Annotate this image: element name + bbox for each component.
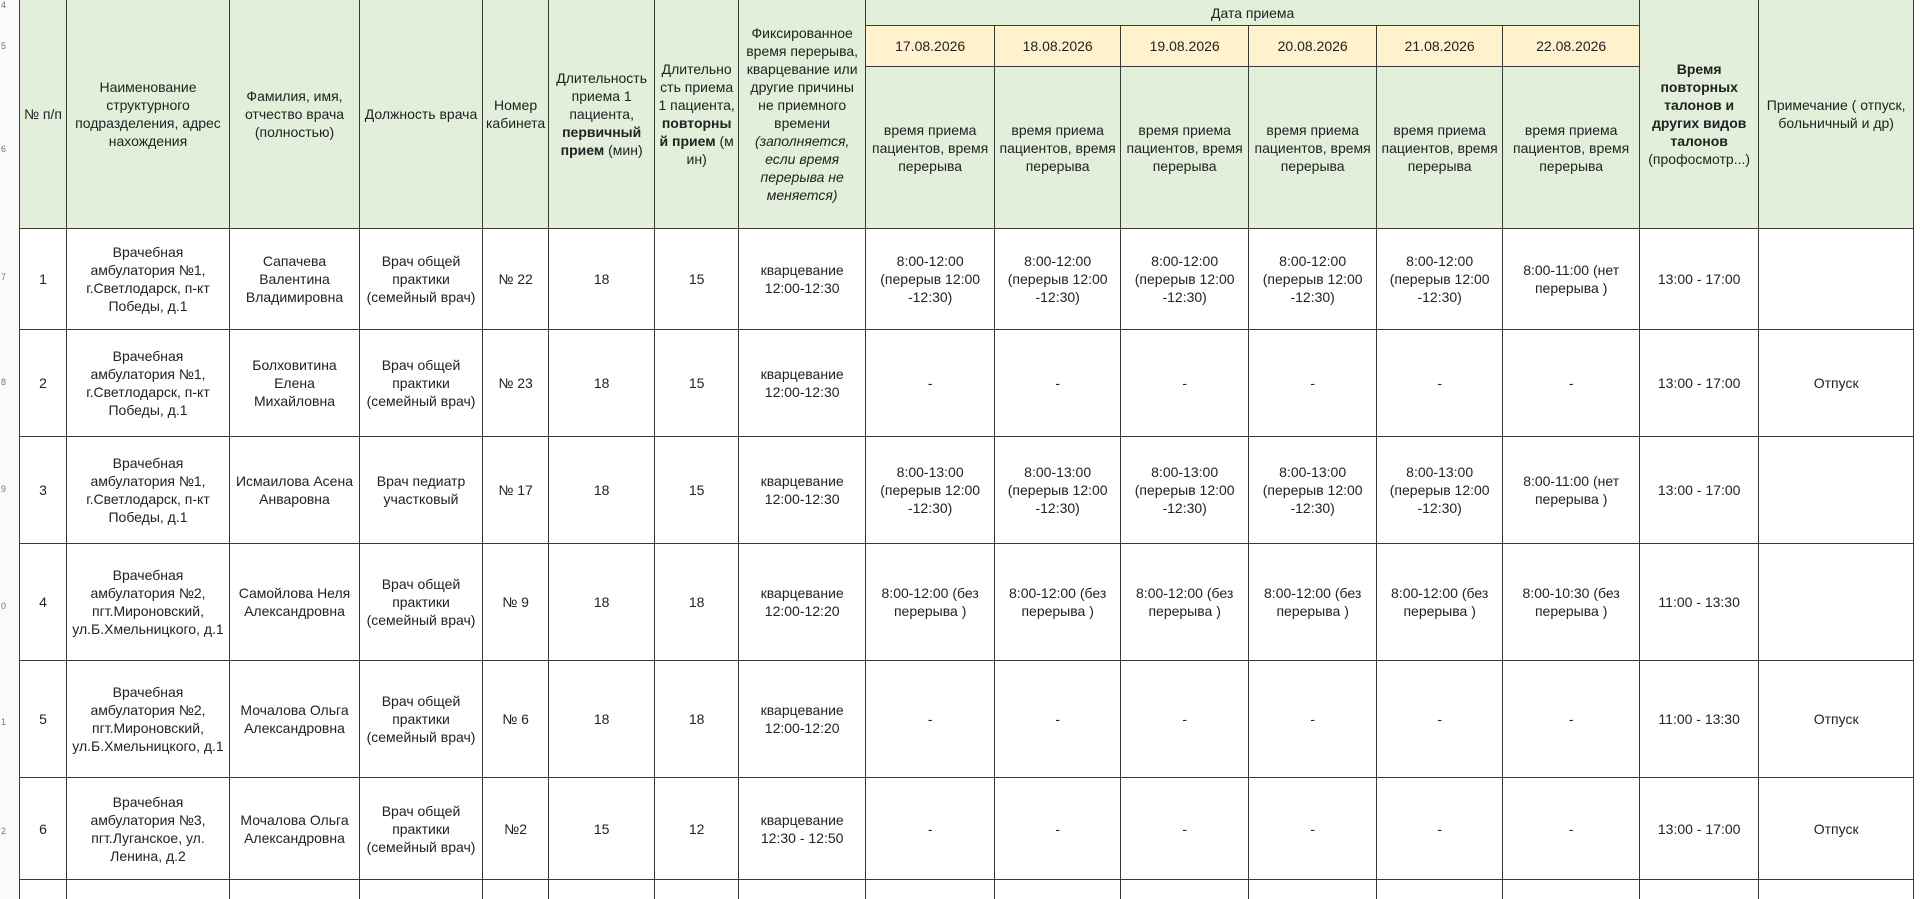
header-date-sub[interactable]: время приема пациентов, время перерыва	[866, 67, 995, 229]
cell-duration-repeat[interactable]: 15	[655, 330, 739, 437]
cell-duration-primary[interactable]: 18	[549, 437, 655, 544]
cell-cabinet[interactable]: № 17	[483, 437, 549, 544]
table-row	[20, 544, 1914, 661]
cell-note[interactable]: Отпуск	[1759, 661, 1914, 778]
cell-empty[interactable]	[866, 880, 995, 899]
cell-day-17[interactable]: -	[866, 661, 995, 778]
header-date-18[interactable]: 18.08.2026	[995, 26, 1121, 67]
table-row	[20, 330, 1914, 437]
table-row	[20, 229, 1914, 330]
cell-empty[interactable]	[655, 880, 739, 899]
cell-day-19[interactable]: -	[1121, 661, 1249, 778]
table-row	[20, 437, 1914, 544]
cell-duration-primary[interactable]: 18	[549, 661, 655, 778]
cell-empty[interactable]	[1377, 880, 1503, 899]
cell-doctor-name[interactable]: Сапачева Валентина Владимировна	[230, 229, 360, 330]
cell-break[interactable]: кварцевание 12:00-12:30	[739, 437, 866, 544]
header-duration-repeat-unit: (мин)	[686, 133, 734, 167]
cell-note[interactable]: Отпуск	[1759, 778, 1914, 880]
cell-unit[interactable]: Врачебная амбулатория №1, г.Светлодарск, п-кт Победы, д.1	[67, 229, 230, 330]
cell-day-18[interactable]: 8:00-13:00 (перерыв 12:00 -12:30)	[995, 437, 1121, 544]
cell-empty[interactable]	[67, 880, 230, 899]
cell-doctor-name[interactable]: Самойлова Неля Александровна	[230, 544, 360, 661]
table-row	[20, 661, 1914, 778]
cell-num[interactable]: 1	[20, 229, 67, 330]
cell-day-20[interactable]: 8:00-12:00 (перерыв 12:00 -12:30)	[1249, 229, 1377, 330]
cell-empty[interactable]	[739, 880, 866, 899]
header-position[interactable]: Должность врача	[360, 0, 483, 229]
header-repeat-tickets-note: (профосмотр...)	[1648, 151, 1751, 167]
cell-day-20[interactable]: -	[1249, 330, 1377, 437]
cell-day-17[interactable]: 8:00-13:00 (перерыв 12:00 -12:30)	[866, 437, 995, 544]
row-number[interactable]: 1	[1, 717, 7, 727]
cell-break[interactable]: кварцевание 12:00-12:20	[739, 661, 866, 778]
cell-unit[interactable]: Врачебная амбулатория №3, пгт.Луганское, ул. Ленина, д.2	[67, 778, 230, 880]
cell-empty[interactable]	[995, 880, 1121, 899]
header-duration-primary-unit: (мин)	[608, 142, 643, 158]
cell-repeat-time[interactable]: 13:00 - 17:00	[1640, 778, 1759, 880]
header-duration-primary-bold: первичный прием	[560, 124, 642, 158]
cell-break[interactable]: кварцевание 12:00-12:30	[739, 229, 866, 330]
table-row	[20, 778, 1914, 880]
cell-duration-repeat[interactable]: 18	[655, 661, 739, 778]
row-number[interactable]: 5	[1, 41, 7, 51]
cell-duration-primary[interactable]: 15	[549, 778, 655, 880]
cell-duration-repeat[interactable]: 15	[655, 229, 739, 330]
cell-unit[interactable]: Врачебная амбулатория №2, пгт.Мироновский, ул.Б.Хмельницкого, д.1	[67, 544, 230, 661]
cell-day-22[interactable]: -	[1503, 778, 1640, 880]
header-date-group[interactable]: Дата приема	[866, 0, 1640, 26]
cell-doctor-name[interactable]: Исмаилова Асена Анваровна	[230, 437, 360, 544]
cell-empty[interactable]	[20, 880, 67, 899]
cell-duration-primary[interactable]: 18	[549, 330, 655, 437]
row-number[interactable]: 6	[1, 144, 7, 154]
cell-doctor-name[interactable]: Мочалова Ольга Александровна	[230, 661, 360, 778]
cell-duration-repeat[interactable]: 18	[655, 544, 739, 661]
cell-day-18[interactable]: 8:00-12:00 (без перерыва )	[995, 544, 1121, 661]
cell-position[interactable]: Врач общей практики (семейный врач)	[360, 544, 483, 661]
cell-duration-primary[interactable]: 18	[549, 544, 655, 661]
cell-day-17[interactable]: 8:00-12:00 (без перерыва )	[866, 544, 995, 661]
header-break-text: Фиксированное время перерыва, кварцевание или другие причины не приемного времени	[746, 25, 859, 131]
cell-day-20[interactable]: 8:00-13:00 (перерыв 12:00 -12:30)	[1249, 437, 1377, 544]
row-number[interactable]: 7	[1, 272, 7, 282]
cell-day-22[interactable]: -	[1503, 330, 1640, 437]
cell-duration-repeat[interactable]: 12	[655, 778, 739, 880]
cell-day-17[interactable]: -	[866, 778, 995, 880]
table-row	[20, 880, 1914, 899]
cell-note[interactable]	[1759, 544, 1914, 661]
cell-unit[interactable]: Врачебная амбулатория №2, пгт.Мироновский, ул.Б.Хмельницкого, д.1	[67, 661, 230, 778]
cell-day-20[interactable]: -	[1249, 661, 1377, 778]
row-number-column	[0, 0, 20, 899]
header-num[interactable]: № п/п	[20, 0, 67, 229]
header-break[interactable]	[739, 0, 866, 229]
cell-position[interactable]: Врач общей практики (семейный врач)	[360, 229, 483, 330]
cell-day-21[interactable]: 8:00-12:00 (без перерыва )	[1377, 544, 1503, 661]
cell-duration-primary[interactable]: 18	[549, 229, 655, 330]
cell-position[interactable]: Врач педиатр участковый	[360, 437, 483, 544]
header-break-note: (заполняется, если время перерыва не меняется)	[754, 133, 850, 203]
header-cabinet[interactable]: Номер кабинета	[483, 0, 549, 229]
cell-break[interactable]: кварцевание 12:30 - 12:50	[739, 778, 866, 880]
cell-empty[interactable]	[1121, 880, 1249, 899]
cell-note[interactable]	[1759, 437, 1914, 544]
header-duration-repeat-bold: повторный прием	[659, 115, 732, 149]
header-repeat-tickets[interactable]	[1640, 0, 1759, 229]
cell-day-17[interactable]: 8:00-12:00 (перерыв 12:00 -12:30)	[866, 229, 995, 330]
cell-day-22[interactable]: 8:00-10:30 (без перерыва )	[1503, 544, 1640, 661]
cell-note[interactable]: Отпуск	[1759, 330, 1914, 437]
header-doctor-name[interactable]: Фамилия, имя, отчество врача (полностью)	[230, 0, 360, 229]
schedule-table	[19, 0, 1914, 899]
header-date-sub[interactable]: время приема пациентов, время перерыва	[1503, 67, 1640, 229]
cell-day-18[interactable]: 8:00-12:00 (перерыв 12:00 -12:30)	[995, 229, 1121, 330]
header-date-20[interactable]: 20.08.2026	[1249, 26, 1377, 67]
cell-repeat-time[interactable]: 11:00 - 13:30	[1640, 661, 1759, 778]
cell-num[interactable]: 6	[20, 778, 67, 880]
cell-doctor-name[interactable]: Болховитина Елена Михайловна	[230, 330, 360, 437]
cell-day-21[interactable]: 8:00-12:00 (перерыв 12:00 -12:30)	[1377, 229, 1503, 330]
cell-empty[interactable]	[1759, 880, 1914, 899]
cell-empty[interactable]	[483, 880, 549, 899]
cell-day-21[interactable]: -	[1377, 661, 1503, 778]
cell-day-22[interactable]: 8:00-11:00 (нет перерыва )	[1503, 229, 1640, 330]
cell-cabinet[interactable]: № 9	[483, 544, 549, 661]
cell-unit[interactable]: Врачебная амбулатория №1, г.Светлодарск, п-кт Победы, д.1	[67, 437, 230, 544]
cell-position[interactable]: Врач общей практики (семейный врач)	[360, 330, 483, 437]
cell-num[interactable]: 4	[20, 544, 67, 661]
cell-day-22[interactable]: 8:00-11:00 (нет перерыва )	[1503, 437, 1640, 544]
cell-note[interactable]	[1759, 229, 1914, 330]
cell-cabinet[interactable]: № 23	[483, 330, 549, 437]
header-duration-repeat-text: Длительность приема 1 пациента,	[658, 61, 735, 113]
header-date-sub[interactable]: время приема пациентов, время перерыва	[1121, 67, 1249, 229]
cell-break[interactable]: кварцевание 12:00-12:30	[739, 330, 866, 437]
cell-repeat-time[interactable]: 13:00 - 17:00	[1640, 229, 1759, 330]
header-date-19[interactable]: 19.08.2026	[1121, 26, 1249, 67]
cell-day-18[interactable]: -	[995, 330, 1121, 437]
cell-repeat-time[interactable]: 13:00 - 17:00	[1640, 330, 1759, 437]
cell-position[interactable]: Врач общей практики (семейный врач)	[360, 778, 483, 880]
header-date-sub[interactable]: время приема пациентов, время перерыва	[1377, 67, 1503, 229]
cell-day-19[interactable]: 8:00-13:00 (перерыв 12:00 -12:30)	[1121, 437, 1249, 544]
cell-empty[interactable]	[1640, 880, 1759, 899]
cell-num[interactable]: 2	[20, 330, 67, 437]
cell-cabinet[interactable]: № 6	[483, 661, 549, 778]
cell-day-21[interactable]: -	[1377, 330, 1503, 437]
cell-day-18[interactable]: -	[995, 661, 1121, 778]
cell-day-20[interactable]: -	[1249, 778, 1377, 880]
cell-num[interactable]: 3	[20, 437, 67, 544]
row-number[interactable]: 8	[1, 377, 7, 387]
row-number[interactable]: 4	[1, 0, 7, 10]
cell-position[interactable]: Врач общей практики (семейный врач)	[360, 661, 483, 778]
header-duration-repeat[interactable]	[655, 0, 739, 229]
cell-day-19[interactable]: 8:00-12:00 (перерыв 12:00 -12:30)	[1121, 229, 1249, 330]
row-number[interactable]: 9	[1, 484, 7, 494]
cell-empty[interactable]	[1503, 880, 1640, 899]
cell-day-21[interactable]: 8:00-13:00 (перерыв 12:00 -12:30)	[1377, 437, 1503, 544]
header-unit[interactable]: Наименование структурного подразделения, адрес нахождения	[67, 0, 230, 229]
cell-break[interactable]: кварцевание 12:00-12:20	[739, 544, 866, 661]
cell-day-20[interactable]: 8:00-12:00 (без перерыва )	[1249, 544, 1377, 661]
cell-repeat-time[interactable]: 13:00 - 17:00	[1640, 437, 1759, 544]
header-note[interactable]: Примечание ( отпуск, больничный и др)	[1759, 0, 1914, 229]
cell-empty[interactable]	[360, 880, 483, 899]
cell-empty[interactable]	[230, 880, 360, 899]
header-date-sub[interactable]: время приема пациентов, время перерыва	[1249, 67, 1377, 229]
cell-duration-repeat[interactable]: 15	[655, 437, 739, 544]
row-number[interactable]: 0	[1, 601, 7, 611]
cell-repeat-time[interactable]: 11:00 - 13:30	[1640, 544, 1759, 661]
cell-cabinet[interactable]: №2	[483, 778, 549, 880]
cell-doctor-name[interactable]: Мочалова Ольга Александровна	[230, 778, 360, 880]
cell-day-17[interactable]: -	[866, 330, 995, 437]
header-date-21[interactable]: 21.08.2026	[1377, 26, 1503, 67]
cell-cabinet[interactable]: № 22	[483, 229, 549, 330]
cell-day-19[interactable]: 8:00-12:00 (без перерыва )	[1121, 544, 1249, 661]
header-duration-primary-text: Длительность приема 1 пациента,	[556, 70, 648, 122]
cell-day-22[interactable]: -	[1503, 661, 1640, 778]
cell-num[interactable]: 5	[20, 661, 67, 778]
cell-day-18[interactable]: -	[995, 778, 1121, 880]
header-date-22[interactable]: 22.08.2026	[1503, 26, 1640, 67]
cell-day-19[interactable]: -	[1121, 778, 1249, 880]
header-repeat-tickets-bold: Время повторных талонов и других видов талонов	[1651, 61, 1747, 149]
header-date-sub[interactable]: время приема пациентов, время перерыва	[995, 67, 1121, 229]
cell-empty[interactable]	[1249, 880, 1377, 899]
header-duration-primary[interactable]	[549, 0, 655, 229]
header-date-17[interactable]: 17.08.2026	[866, 26, 995, 67]
cell-empty[interactable]	[549, 880, 655, 899]
cell-unit[interactable]: Врачебная амбулатория №1, г.Светлодарск, п-кт Победы, д.1	[67, 330, 230, 437]
cell-day-21[interactable]: -	[1377, 778, 1503, 880]
cell-day-19[interactable]: -	[1121, 330, 1249, 437]
row-number[interactable]: 2	[1, 826, 7, 836]
